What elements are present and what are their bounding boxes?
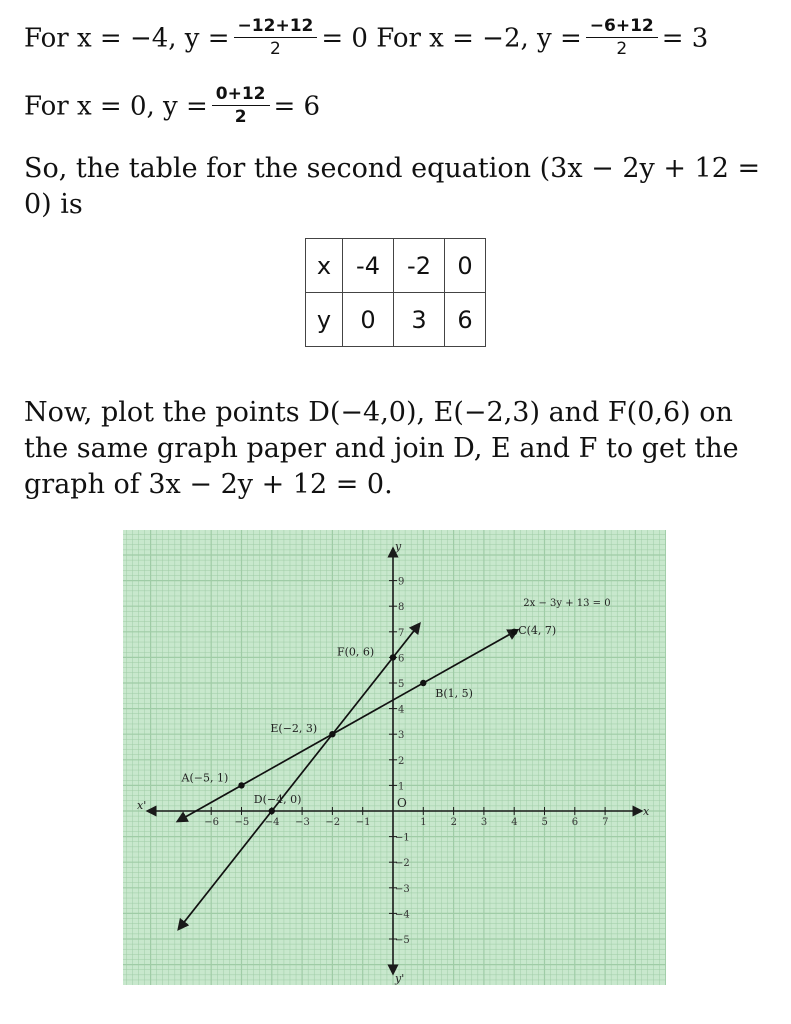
calc-x-0-result: = 6 <box>273 91 321 122</box>
table-row-y <box>306 293 486 347</box>
data-point <box>269 808 275 814</box>
y-tick-label: 4 <box>398 704 405 716</box>
equation-line-1 <box>24 18 708 61</box>
y-tick-label: 6 <box>398 653 405 665</box>
line-graph <box>123 530 666 985</box>
fraction-x-0 <box>214 84 268 127</box>
data-point-label: D(−4, 0) <box>253 793 302 806</box>
y-tick-label: 8 <box>398 602 405 614</box>
data-point-label: A(−5, 1) <box>181 771 229 785</box>
x-tick-label: 4 <box>511 817 518 828</box>
x-tick-label: 5 <box>541 817 548 828</box>
table-intro-text <box>24 151 764 223</box>
y-axis-label: y <box>395 540 402 553</box>
x-tick-label: −1 <box>355 817 371 828</box>
x-tick-label: −5 <box>234 817 250 828</box>
equation-line-2 <box>24 86 320 129</box>
data-point <box>390 654 396 660</box>
data-point-label: F(0, 6) <box>337 645 375 659</box>
fraction-denominator: 2 <box>234 37 318 59</box>
values-table <box>305 238 486 347</box>
fraction-numerator: −12+12 <box>237 16 314 36</box>
y-tick-label: −4 <box>395 909 410 921</box>
intro-line-1: So, the table for the second equation (3x − 2y + 12 = <box>24 153 761 184</box>
table-cell: 3 <box>394 293 445 347</box>
intro-line-2: 0) is <box>24 189 83 220</box>
y-tick-label: −1 <box>395 832 410 844</box>
fraction-denominator: 2 <box>586 37 658 59</box>
x-tick-label: 2 <box>450 817 457 828</box>
data-point <box>329 731 335 737</box>
calc-x-neg4-result: = 0 <box>321 23 368 54</box>
table-cell: -4 <box>343 239 394 293</box>
plot-instruction-text <box>24 395 764 503</box>
table-cell: -2 <box>394 239 445 293</box>
x-tick-label: −3 <box>295 817 310 828</box>
plot-line-3: graph of 3x − 2y + 12 = 0. <box>24 469 393 500</box>
y-tick-label: 9 <box>398 576 405 588</box>
data-point <box>420 680 426 686</box>
x-tick-label: 6 <box>571 817 579 828</box>
origin-label: O <box>397 796 407 810</box>
y-tick-label: 5 <box>398 679 405 690</box>
y-tick-label: −5 <box>395 935 410 946</box>
y-tick-label: 3 <box>398 730 405 742</box>
fraction-x-neg2 <box>588 16 656 59</box>
data-point-label: E(−2, 3) <box>270 722 318 736</box>
fraction-numerator: 0+12 <box>215 84 266 104</box>
fraction-denominator: 2 <box>212 105 270 127</box>
calc-x-neg2-prefix: For x = −2, y = <box>376 23 582 54</box>
fraction-numerator: −6+12 <box>589 16 654 36</box>
data-point <box>511 629 517 635</box>
y-tick-label: 7 <box>398 627 405 639</box>
x-tick-label: −6 <box>204 817 219 828</box>
plot-line-2: the same graph paper and join D, E and F to get the <box>24 433 739 464</box>
y-tick-label: −3 <box>395 883 410 895</box>
y-tick-label: −2 <box>395 858 410 870</box>
x-tick-label: 1 <box>420 817 427 828</box>
y-tick-label: 2 <box>398 755 405 767</box>
table-cell: x <box>306 239 343 293</box>
y-axis-neg-label: y' <box>395 972 405 985</box>
table-cell: y <box>306 293 343 347</box>
table-cell: 0 <box>445 239 486 293</box>
x-axis-label: x <box>643 805 650 818</box>
table-row-x <box>306 239 486 293</box>
data-point <box>238 782 244 788</box>
x-axis-neg-label: x' <box>137 799 147 812</box>
data-point-label: C(4, 7) <box>518 623 557 637</box>
calc-x-neg2-result: = 3 <box>661 23 709 54</box>
y-tick-label: 1 <box>398 781 405 793</box>
calc-x-0-prefix: For x = 0, y = <box>24 91 208 122</box>
plot-line-1: Now, plot the points D(−4,0), E(−2,3) and F(0,6) on <box>24 397 733 428</box>
x-tick-label: 7 <box>602 817 609 828</box>
calc-x-neg4-prefix: For x = −4, y = <box>24 23 230 54</box>
x-tick-label: 3 <box>480 817 488 828</box>
series-label: 2x − 3y + 13 = 0 <box>523 598 611 610</box>
data-point-label: B(1, 5) <box>435 687 473 700</box>
x-tick-label: −2 <box>325 817 341 828</box>
fraction-x-neg4 <box>236 16 316 59</box>
table-cell: 6 <box>445 293 486 347</box>
x-tick-label: −4 <box>264 817 280 828</box>
table-cell: 0 <box>343 293 394 347</box>
